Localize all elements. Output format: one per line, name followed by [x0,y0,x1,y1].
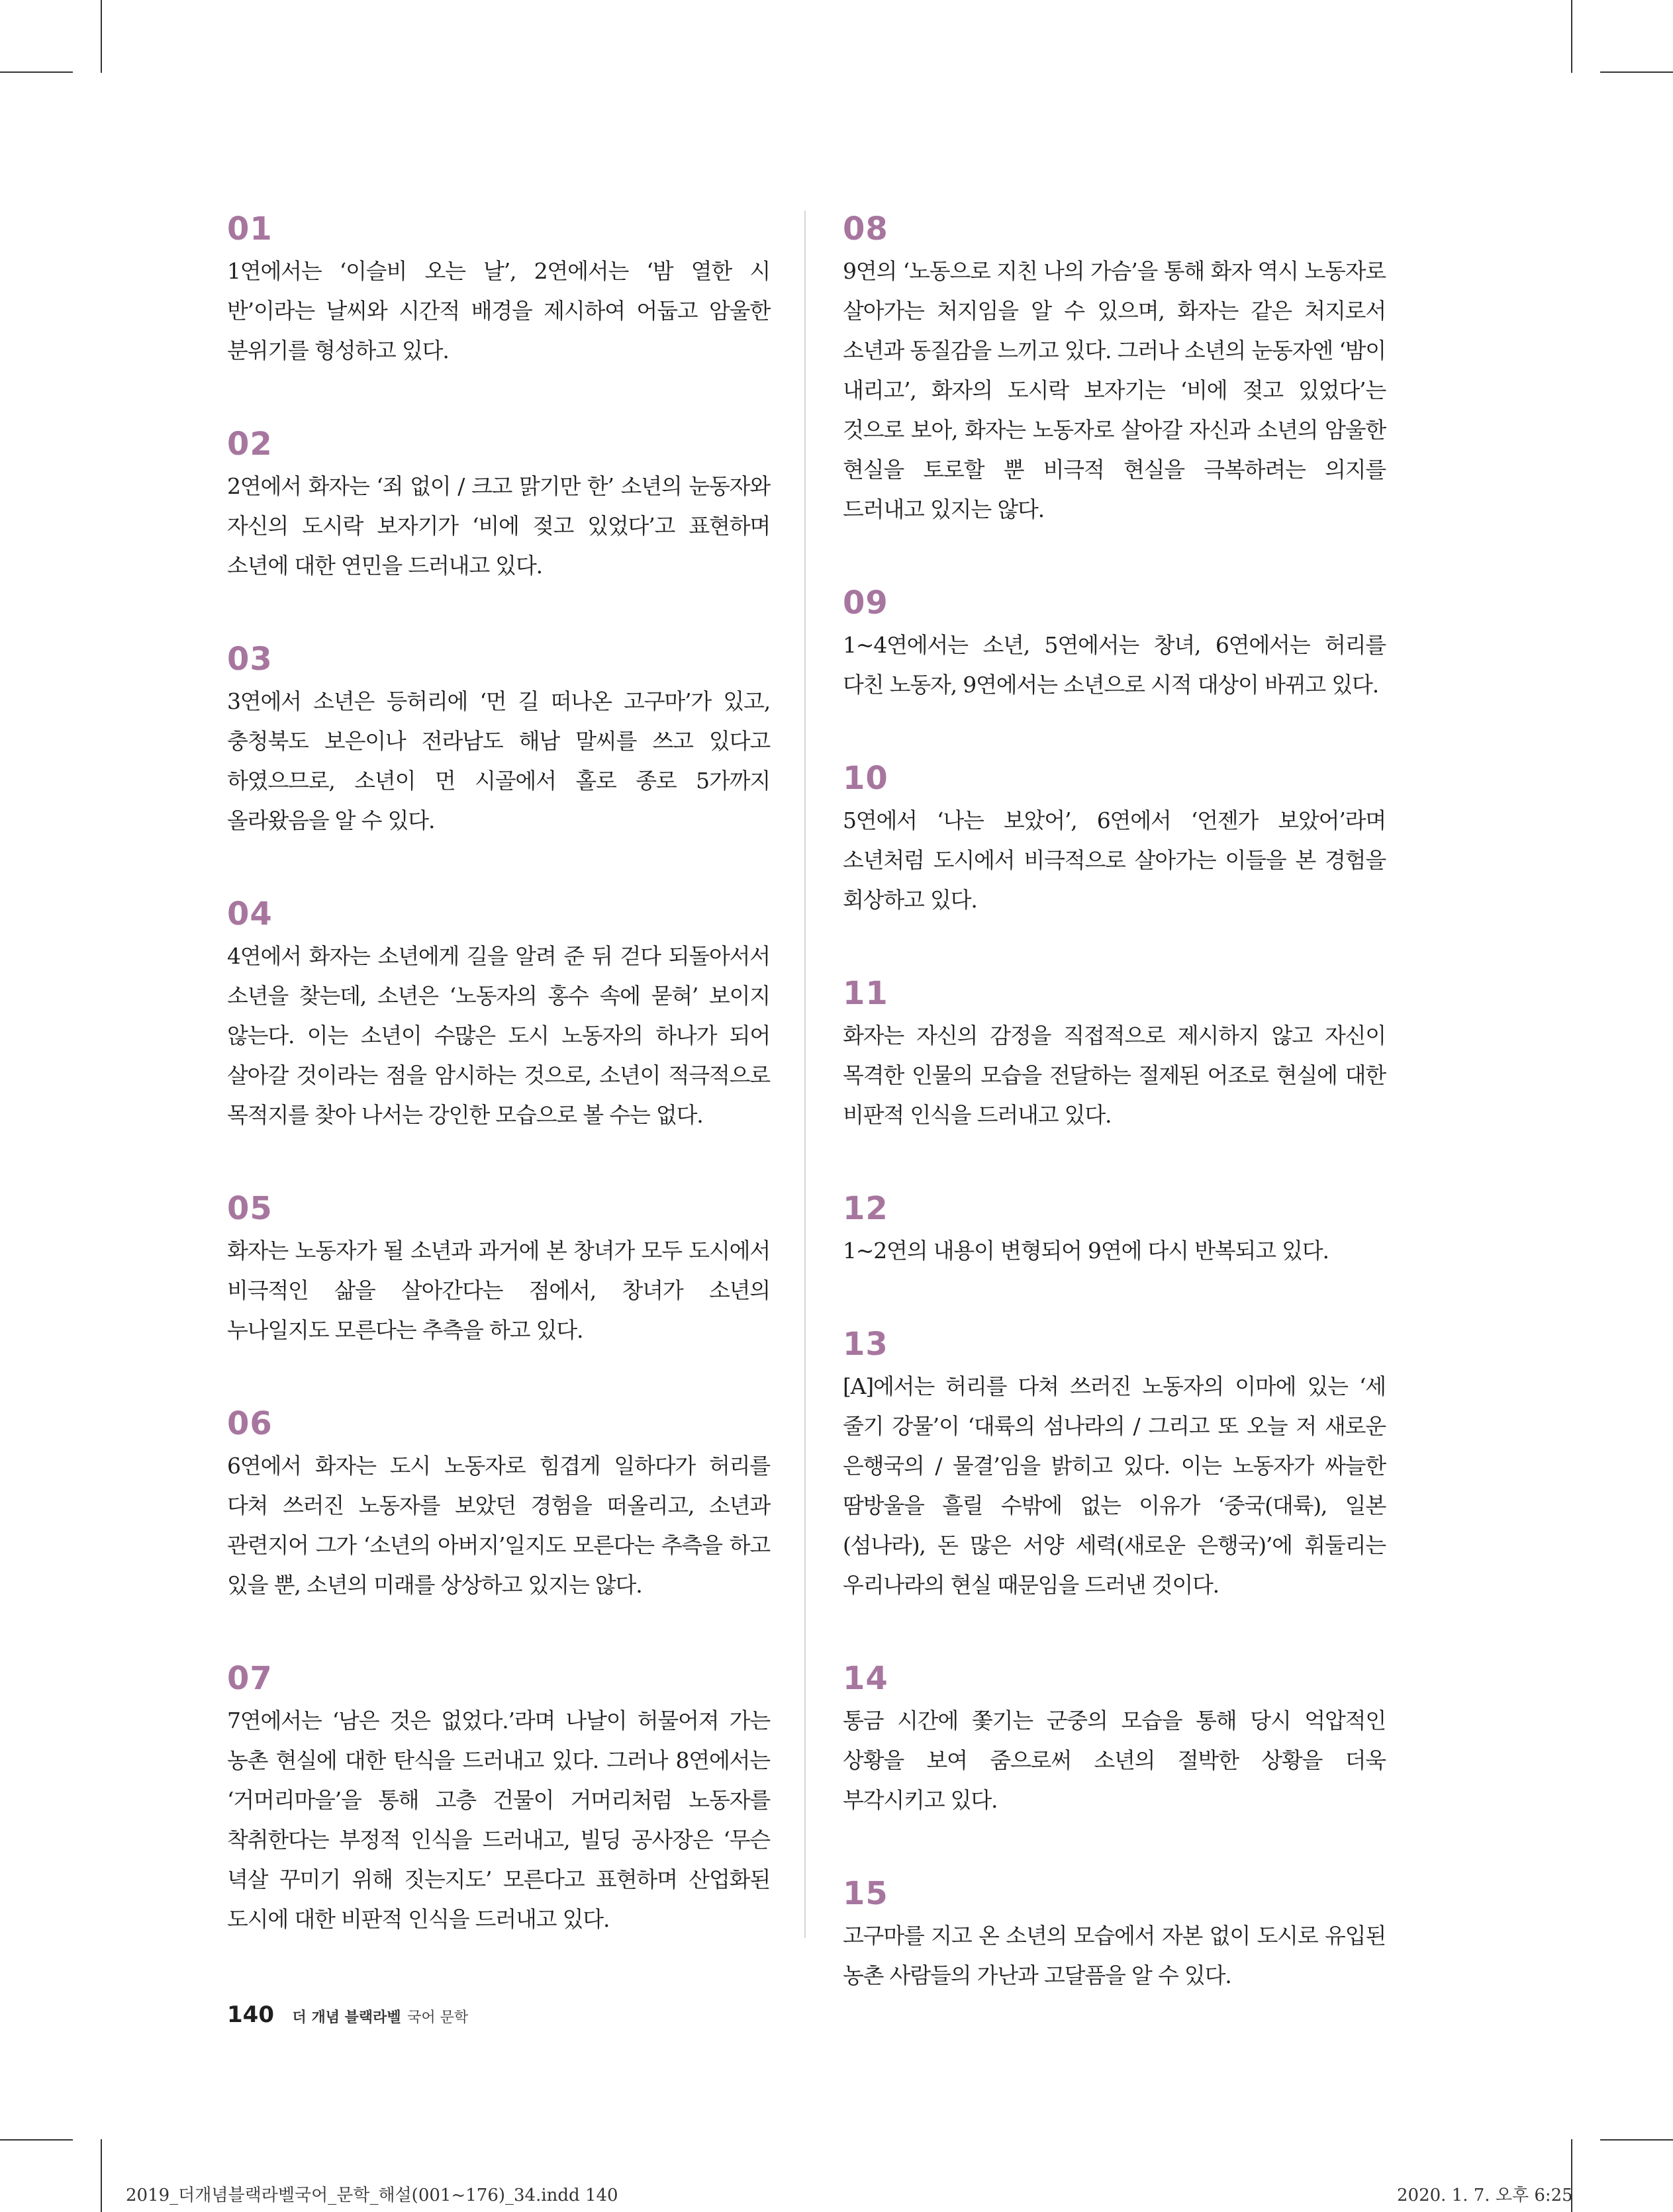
answer-item [227,210,770,371]
item-number: 02 [227,426,273,463]
item-number: 15 [843,1875,888,1912]
item-text: 9연의 ‘노동으로 지친 나의 가슴’을 통해 화자 역시 노동자로 살아가는 처지임을 알 수 있으며, 화자는 같은 처지로서 소년과 동질감을 느끼고 있다. 그러나 소년의 눈동자엔 ‘밤이 내리고’, 화자의 도시락 보자기는 ‘비에 젖고 있었다’는 것으로 보아, 화자는 노동자로 살아갈 자신과 소년의 암울한 현실을 토로할 뿐 비극적 현실을 극복하려는 의지를 드러내고 있지는 않다. [843,258,1386,522]
item-text: 고구마를 지고 온 소년의 모습에서 자본 없이 도시로 유입된 농촌 사람들의 가난과 고달픔을 알 수 있다. [843,1923,1386,1988]
book-subtitle: 국어 문학 [407,2009,469,2026]
column-divider [804,210,806,1938]
item-text: 6연에서 화자는 도시 노동자로 힘겹게 일하다가 허리를 다쳐 쓰러진 노동자를 보았던 경험을 떠올리고, 소년과 관련지어 그가 ‘소년의 아버지’일지도 모른다는 추측을 하고 있을 뿐, 소년의 미래를 상상하고 있지는 않다. [227,1453,770,1598]
answer-item [843,760,1386,920]
crop-mark [0,71,73,73]
answer-item [843,1326,1386,1605]
left-column [227,210,770,1939]
answer-item [227,896,770,1135]
answer-item [843,1660,1386,1820]
item-number: 01 [227,210,273,248]
item-text: 5연에서 ‘나는 보았어’, 6연에서 ‘언젠가 보았어’라며 소년처럼 도시에서 비극적으로 살아가는 이들을 본 경험을 회상하고 있다. [843,807,1386,913]
answer-item [227,1660,770,1939]
item-number: 06 [227,1405,273,1442]
right-column [843,210,1386,1996]
item-text: 7연에서는 ‘남은 것은 없었다.’라며 나날이 허물어져 가는 농촌 현실에 대한 탄식을 드러내고 있다. 그러나 8연에서는 ‘거머리마을’을 통해 고층 건물이 거머리처럼 노동자를 착취한다는 부정적 인식을 드러내고, 빌딩 공사장은 ‘무슨 녁살 꾸미기 위해 짓는지도’ 모른다고 표현하며 산업화된 도시에 대한 비판적 인식을 드러내고 있다. [227,1708,770,1932]
page-footer [227,2002,468,2028]
item-number: 07 [227,1660,273,1697]
answer-item [843,1875,1386,1996]
item-text: 1~4연에서는 소년, 5연에서는 창녀, 6연에서는 허리를 다친 노동자, 9연에서는 소년으로 시적 대상이 바뀌고 있다. [843,632,1386,698]
crop-mark [101,2139,102,2212]
answer-item [843,1190,1386,1271]
item-number: 04 [227,896,273,933]
item-number: 11 [843,975,888,1012]
item-number: 08 [843,210,888,248]
item-text: 3연에서 소년은 등허리에 ‘먼 길 떠나온 고구마’가 있고, 충청북도 보은이나 전라남도 해남 말씨를 쓰고 있다고 하였으므로, 소년이 먼 시골에서 홀로 종로 5가까지 올라왔음을 알 수 있다. [227,688,770,833]
crop-mark [101,0,102,73]
crop-mark [1600,2139,1673,2141]
crop-mark [0,2139,73,2141]
item-text: 화자는 노동자가 될 소년과 과거에 본 창녀가 모두 도시에서 비극적인 삶을 살아간다는 점에서, 창녀가 소년의 누나일지도 모른다는 추측을 하고 있다. [227,1238,770,1343]
item-number: 05 [227,1190,273,1227]
answer-item [843,584,1386,705]
answer-item [843,210,1386,530]
item-text: 1~2연의 내용이 변형되어 9연에 다시 반복되고 있다. [843,1238,1329,1264]
item-text: 4연에서 화자는 소년에게 길을 알려 준 뒤 걷다 되돌아서서 소년을 찾는데, 소년은 ‘노동자의 홍수 속에 묻혀’ 보이지 않는다. 이는 소년이 수많은 도시 노동자의 하나가 되어 살아갈 것이라는 점을 암시하는 것으로, 소년이 적극적으로 목적지를 찾아 나서는 강인한 모습으로 볼 수는 없다. [227,943,770,1128]
print-slug-datetime: 2020. 1. 7. 오후 6:25 [1397,2186,1573,2205]
page-number: 140 [227,2002,274,2028]
item-number: 12 [843,1190,888,1227]
answer-item [227,426,770,586]
answer-item [227,1405,770,1605]
crop-mark [1571,0,1572,73]
item-number: 03 [227,641,273,678]
print-slug-file: 2019_더개념블랙라벨국어_문학_해설(001~176)_34.indd 140 [126,2186,618,2205]
item-number: 10 [843,760,888,797]
item-number: 14 [843,1660,888,1697]
item-text: 2연에서 화자는 ‘죄 없이 / 크고 맑기만 한’ 소년의 눈동자와 자신의 도시락 보자기가 ‘비에 젖고 있었다’고 표현하며 소년에 대한 연민을 드러내고 있다. [227,473,770,578]
answer-item [843,975,1386,1135]
item-number: 13 [843,1326,888,1363]
crop-mark [1600,71,1673,73]
item-text: 통금 시간에 쫓기는 군중의 모습을 통해 당시 억압적인 상황을 보여 줌으로써 소년의 절박한 상황을 더욱 부각시키고 있다. [843,1708,1386,1813]
book-title: 더 개념 블랙라벨 [292,2009,401,2026]
item-text: [A]에서는 허리를 다쳐 쓰러진 노동자의 이마에 있는 ‘세 줄기 강물’이 ‘대륙의 섬나라의 / 그리고 또 오늘 저 새로운 은행국의 / 물결’임을 밝히고 있다. 이는 노동자가 싸늘한 땀방울을 흘릴 수밖에 없는 이유가 ‘중국(대륙), 일본(섬나라), 돈 많은 서양 세력(새로운 은행국)’에 휘둘리는 우리나라의 현실 때문임을 드러낸 것이다. [843,1373,1386,1598]
item-text: 화자는 자신의 감정을 직접적으로 제시하지 않고 자신이 목격한 인물의 모습을 전달하는 절제된 어조로 현실에 대한 비판적 인식을 드러내고 있다. [843,1023,1386,1128]
answer-item [227,1190,770,1350]
answer-item [227,641,770,841]
item-text: 1연에서는 ‘이슬비 오는 날’, 2연에서는 ‘밤 열한 시 반’이라는 날씨와 시간적 배경을 제시하여 어둡고 암울한 분위기를 형성하고 있다. [227,258,770,363]
item-number: 09 [843,584,888,622]
